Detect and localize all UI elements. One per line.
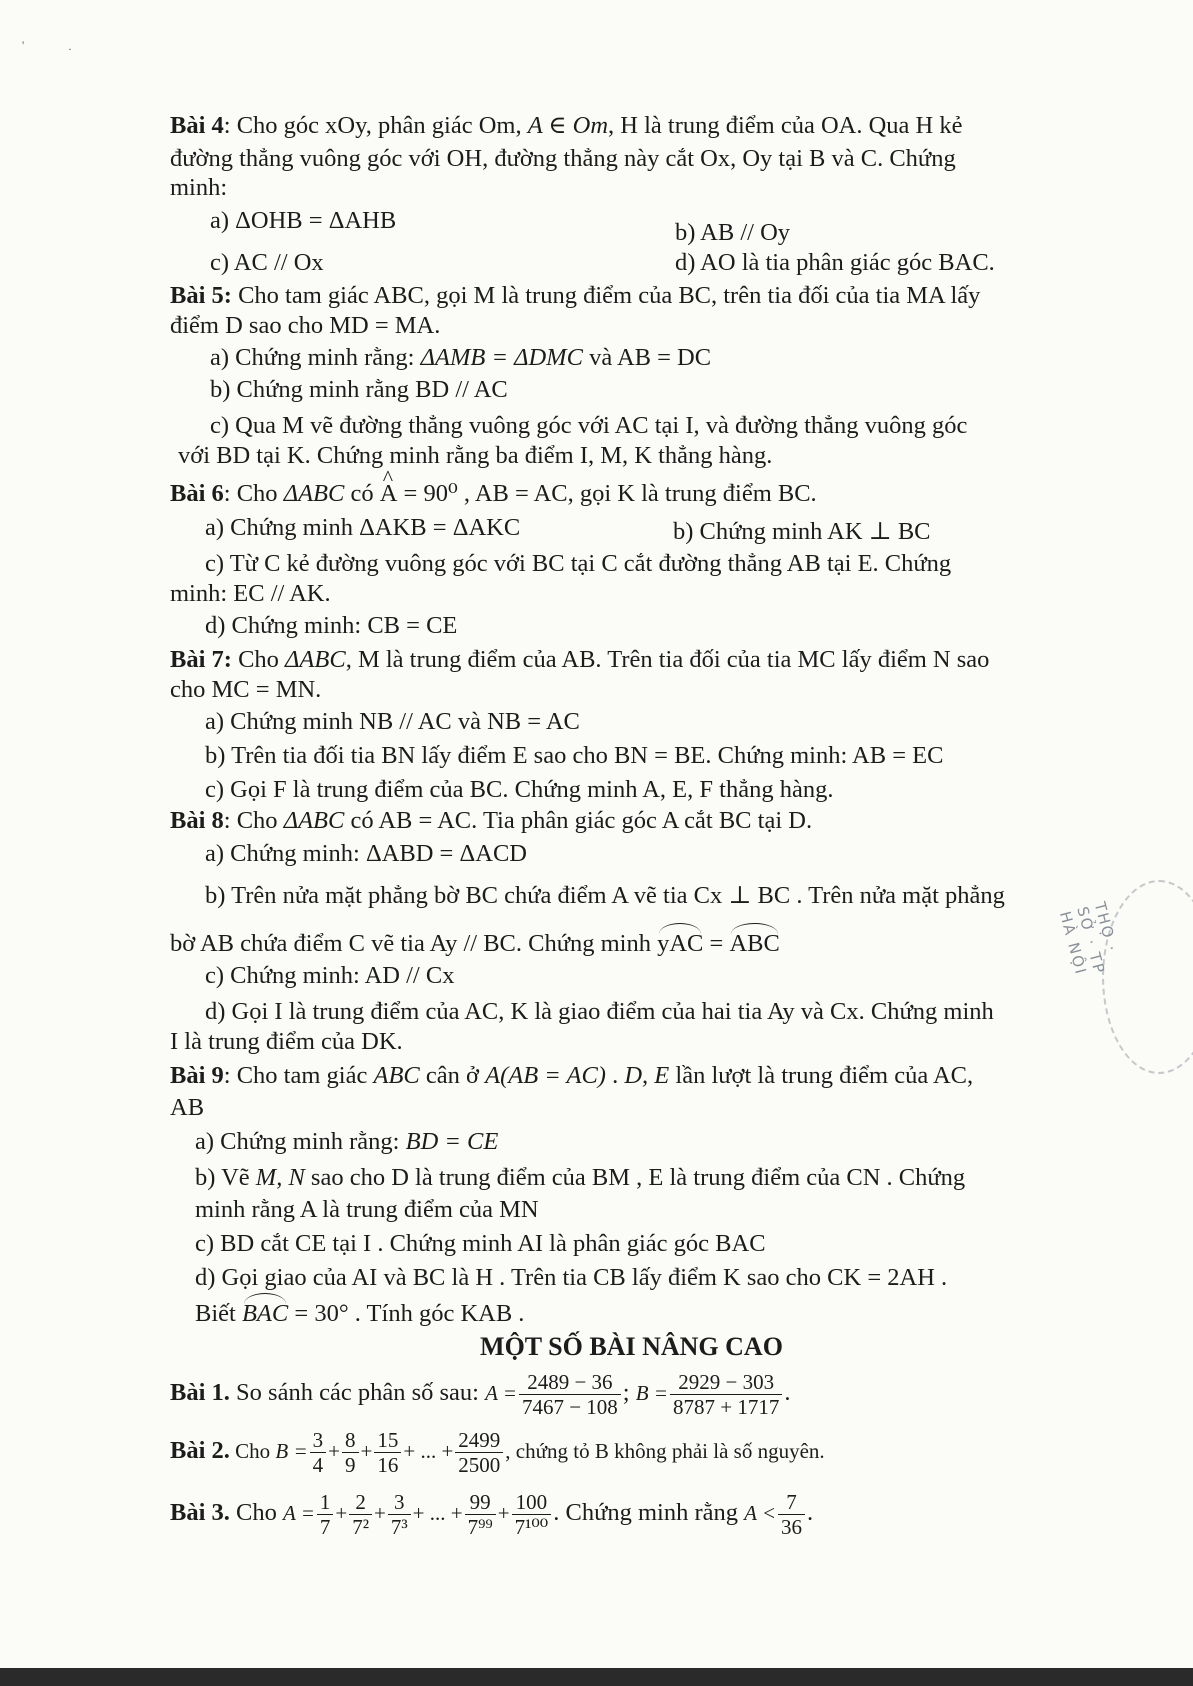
- b4-item-b: b) AB // Oy: [675, 219, 791, 246]
- b9-item-d1: d) Gọi giao của AI và BC là H . Trên tia CB lấy điểm K sao cho CK = 2AH .: [195, 1264, 948, 1291]
- b9-item-d2: [195, 1298, 1135, 1330]
- angle-a: ^ A: [380, 478, 398, 510]
- angle-abc: ABC: [729, 928, 779, 960]
- text: có: [344, 480, 380, 507]
- b5-line1: [170, 280, 1110, 312]
- math: A =: [485, 1381, 517, 1405]
- b7-item-c: c) Gọi F là trung điểm của BC. Chứng minh A, E, F thẳng hàng.: [205, 776, 834, 803]
- b4-line3: minh:: [170, 174, 228, 201]
- b4-item-c: c) AC // Ox: [210, 249, 324, 276]
- text: : Cho góc xOy, phân giác Om,: [223, 112, 528, 139]
- text: + ... +: [403, 1439, 454, 1463]
- text: So sánh các phân số sau:: [229, 1379, 486, 1406]
- text: Cho: [229, 1439, 276, 1463]
- text: b) Vẽ: [195, 1164, 256, 1191]
- b7-item-a: a) Chứng minh NB // AC và NB = AC: [205, 708, 580, 735]
- adv-problem-3: [170, 1482, 1110, 1544]
- denominator: 7: [319, 1514, 331, 1539]
- b4-item-d: d) AO là tia phân giác góc BAC.: [675, 249, 995, 276]
- text: Cho: [229, 1499, 283, 1526]
- text: , M là trung điểm của AB. Trên tia đối của tia MC lấy điểm N sao: [345, 646, 990, 673]
- math: ΔABC: [283, 480, 345, 507]
- plus-sign: +: [335, 1501, 348, 1525]
- b4-line2: đường thẳng vuông góc với OH, đường thẳng này cắt Ox, Oy tại B và C. Chứng: [170, 145, 956, 172]
- math: A ∈ Om: [527, 112, 609, 139]
- text: và AB = DC: [582, 344, 712, 371]
- b8-item-d1: d) Gọi I là trung điểm của AC, K là giao điểm của hai tia Ay và Cx. Chứng minh: [205, 998, 994, 1025]
- b4-ab-row: [210, 205, 1150, 246]
- problem-label: Bài 1.: [170, 1379, 230, 1406]
- math: ΔABC: [285, 646, 346, 673]
- text: Cho: [231, 646, 286, 673]
- text: bờ AB chứa điểm C vẽ tia Ay // BC. Chứng minh: [170, 930, 658, 957]
- numerator: 15: [374, 1428, 401, 1453]
- b6-item-d: d) Chứng minh: CB = CE: [205, 612, 458, 639]
- b9-line2: AB: [170, 1094, 205, 1121]
- problem-label: Bài 6: [170, 480, 224, 507]
- plus-sign: +: [497, 1501, 510, 1525]
- denominator: 8787 + 1717: [672, 1394, 780, 1419]
- fraction: [374, 1428, 401, 1477]
- numerator: 2929 − 303: [670, 1370, 782, 1395]
- text: Cho tam giác ABC, gọi M là trung điểm của BC, trên tia đối của tia MA lấy: [231, 282, 981, 309]
- fraction-b: [670, 1370, 782, 1419]
- b5-line2: điểm D sao cho MD = MA.: [170, 312, 441, 339]
- math: D, E: [624, 1062, 670, 1089]
- denominator: 16: [377, 1452, 399, 1477]
- b8-item-d2: I là trung điểm của DK.: [170, 1028, 403, 1055]
- b5-item-a: [210, 342, 1150, 374]
- numerator: 99: [465, 1490, 496, 1515]
- b4-cd-row: [210, 247, 1150, 279]
- b5-item-c1: c) Qua M vẽ đường thẳng vuông góc với AC tại I, và đường thẳng vuông góc: [210, 412, 968, 439]
- problem-label: Bài 3.: [170, 1499, 230, 1526]
- math: ΔAMB = ΔDMC: [420, 344, 583, 371]
- b9-item-c: c) BD cắt CE tại I . Chứng minh AI là phân giác góc BAC: [195, 1230, 766, 1257]
- problem-label: Bài 7:: [170, 646, 232, 673]
- fraction: [512, 1490, 552, 1539]
- b6-item-c1: c) Từ C kẻ đường vuông góc với BC tại C cắt đường thẳng AB tại E. Chứng: [205, 550, 952, 577]
- text: a) Chứng minh rằng:: [195, 1128, 406, 1155]
- b9-item-b1: [195, 1162, 1135, 1194]
- math: ΔABC: [283, 807, 345, 834]
- text: . Chứng minh rằng: [553, 1499, 745, 1526]
- problem-label: Bài 2.: [170, 1437, 230, 1464]
- text: ;: [622, 1379, 636, 1406]
- math: B =: [635, 1381, 668, 1405]
- b5-item-c2: với BD tại K. Chứng minh rằng ba điểm I, M, K thẳng hàng.: [178, 442, 773, 469]
- denominator: 2500: [458, 1452, 501, 1477]
- fraction: [349, 1490, 372, 1539]
- text: cân ở: [419, 1062, 486, 1089]
- scan-mark: ·: [68, 42, 72, 56]
- plus-sign: +: [328, 1439, 341, 1463]
- fraction: [317, 1490, 334, 1539]
- b7-item-b: b) Trên tia đối tia BN lấy điểm E sao cho BN = BE. Chứng minh: AB = EC: [205, 742, 944, 769]
- denominator: 7³: [390, 1514, 408, 1539]
- problem-label: Bài 9: [170, 1062, 224, 1089]
- text: = 30° . Tính góc KAB .: [288, 1300, 525, 1327]
- b8-item-c: c) Chứng minh: AD // Cx: [205, 962, 455, 989]
- b8-line1: [170, 805, 1110, 837]
- problem-label: Bài 5:: [170, 282, 232, 309]
- problem-label: Bài 8: [170, 807, 224, 834]
- denominator: 7⁹⁹: [467, 1514, 493, 1539]
- text: : Cho: [223, 807, 284, 834]
- numerator: 2: [349, 1490, 372, 1515]
- text: a) Chứng minh rằng:: [210, 344, 421, 371]
- denominator: 7467 − 108: [521, 1394, 618, 1419]
- section-title: MỘT SỐ BÀI NÂNG CAO: [480, 1332, 783, 1361]
- math: ABC: [373, 1062, 420, 1089]
- denominator: 4: [312, 1452, 324, 1477]
- text: =: [703, 930, 730, 957]
- text: , chứng tỏ B không phải là số nguyên.: [505, 1439, 825, 1463]
- math: A(AB = AC): [485, 1062, 606, 1089]
- math: A =: [283, 1501, 315, 1525]
- denominator: 36: [781, 1514, 803, 1539]
- text: .: [807, 1499, 814, 1526]
- plus-sign: +: [360, 1439, 373, 1463]
- b4-item-a: a) ΔOHB = ΔAHB: [210, 207, 397, 234]
- math: M, N: [255, 1164, 305, 1191]
- fraction: [465, 1490, 496, 1539]
- angle-bac: BAC: [242, 1298, 288, 1330]
- math: A <: [744, 1501, 777, 1525]
- b7-line2: cho MC = MN.: [170, 676, 322, 703]
- b9-line1: [170, 1060, 1110, 1092]
- numerator: 7: [778, 1490, 805, 1515]
- denominator: 7²: [352, 1514, 370, 1539]
- scan-bottom-edge: [0, 1668, 1193, 1686]
- b6-line1: [170, 478, 1110, 510]
- fraction: [342, 1428, 359, 1477]
- b6-ab-row: [205, 512, 1145, 544]
- denominator: 7¹⁰⁰: [514, 1514, 549, 1539]
- text: : Cho tam giác: [223, 1062, 374, 1089]
- b8-item-b2: [170, 928, 1110, 960]
- numerator: 2499: [455, 1428, 503, 1453]
- angle-yac: yAC: [657, 928, 703, 960]
- b9-item-b2: minh rằng A là trung điểm của MN: [195, 1196, 539, 1223]
- denominator: 9: [345, 1452, 356, 1477]
- text: .: [605, 1062, 625, 1089]
- adv-problem-1: [170, 1362, 1110, 1424]
- numerator: 100: [512, 1490, 552, 1515]
- fraction: [778, 1490, 805, 1539]
- numerator: 1: [317, 1490, 334, 1515]
- b8-item-b1: b) Trên nửa mặt phẳng bờ BC chứa điểm A vẽ tia Cx ⊥ BC . Trên nửa mặt phẳng: [205, 882, 1005, 909]
- b9-item-a: [195, 1126, 1135, 1158]
- b6-item-b: b) Chứng minh AK ⊥ BC: [673, 518, 931, 545]
- text: có AB = AC. Tia phân giác góc A cắt BC tại D.: [344, 807, 813, 834]
- b8-item-a: a) Chứng minh: ΔABD = ΔACD: [205, 840, 527, 867]
- fraction-a: [519, 1370, 621, 1419]
- scan-mark: ': [22, 38, 25, 52]
- problem-label: Bài 4: [170, 112, 224, 139]
- text: + ... +: [412, 1501, 463, 1525]
- numerator: 8: [342, 1428, 359, 1453]
- b5-item-b: b) Chứng minh rằng BD // AC: [210, 376, 508, 403]
- text: , H là trung điểm của OA. Qua H kẻ: [608, 112, 963, 139]
- math: BD = CE: [405, 1128, 499, 1155]
- fraction: [310, 1428, 327, 1477]
- b7-line1: [170, 644, 1110, 676]
- b6-item-c2: minh: EC // AK.: [170, 580, 331, 607]
- text: lần lượt là trung điểm của AC,: [669, 1062, 974, 1089]
- numerator: 3: [310, 1428, 327, 1453]
- fraction: [388, 1490, 411, 1539]
- text: : Cho: [223, 480, 284, 507]
- numerator: 3: [388, 1490, 411, 1515]
- b6-item-a: a) Chứng minh ΔAKB = ΔAKC: [205, 514, 521, 541]
- text: Biết: [195, 1300, 242, 1327]
- text: .: [784, 1379, 791, 1406]
- math: B =: [275, 1439, 308, 1463]
- fraction: [455, 1428, 503, 1477]
- b4-line1: [170, 110, 1110, 142]
- text: sao cho D là trung điểm của BM , E là trung điểm của CN . Chứng: [304, 1164, 966, 1191]
- seal-stamp-text: THỌ · SỞ · TP HÀ NỘI: [1055, 900, 1122, 978]
- text: = 90⁰ , AB = AC, gọi K là trung điểm BC.: [397, 480, 817, 507]
- numerator: 2489 − 36: [519, 1370, 621, 1395]
- adv-problem-2: [170, 1420, 1110, 1482]
- plus-sign: +: [374, 1501, 386, 1525]
